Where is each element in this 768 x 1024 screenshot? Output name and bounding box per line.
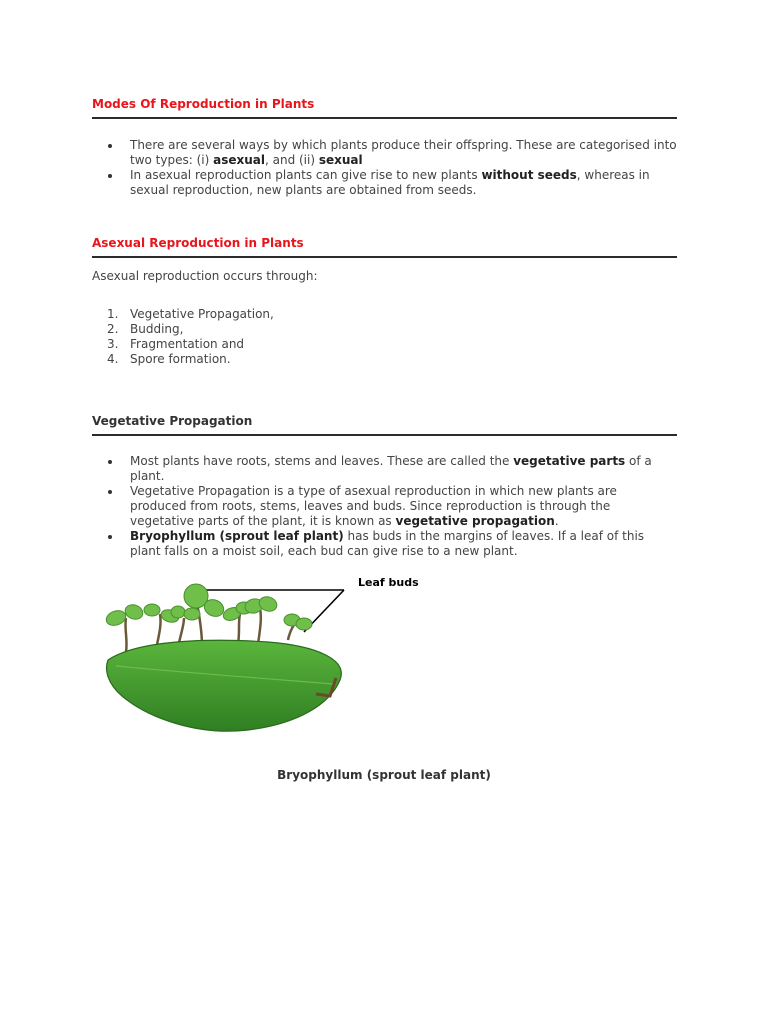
list-item: In asexual reproduction plants can give rise to new plants without seeds, whereas in sexual reproduction, new plants are obtained from seeds. [107,168,677,198]
keyword-asexual: asexual [213,153,265,167]
list-item: 2. Budding, [107,322,184,336]
list-item: 3. Fragmentation and [107,337,245,351]
asexual-intro: Asexual reproduction occurs through: [92,269,318,283]
keyword-vegetative-propagation: vegetative propagation [395,514,555,528]
keyword-without-seeds: without seeds [481,168,577,182]
list-item: There are several ways by which plants produce their offspring. These are categorised into two types: (i) asexual, and (ii) sexual [107,138,677,168]
figure-caption: Bryophyllum (sprout leaf plant) [277,768,491,782]
asexual-methods-list [107,307,507,367]
list-item: Bryophyllum (sprout leaf plant) has buds in the margins of leaves. If a leaf of this plant falls on a moist soil, each bud can give rise to a new plant. [107,529,677,559]
heading-modes-of-reproduction: Modes Of Reproduction in Plants [92,97,677,119]
list-item: Vegetative Propagation is a type of asexual reproduction in which new plants are produced from roots, stems, leaves and buds. Since reproduction is through the vegetative parts of the plant, it is known as vegetative propagation. [107,484,677,529]
list-item: Most plants have roots, stems and leaves. These are called the vegetative parts of a plant. [107,454,677,484]
list-item: 4. Spore formation. [107,352,231,366]
bryophyllum-leaf-illustration [98,568,428,744]
heading-asexual-reproduction: Asexual Reproduction in Plants [92,236,677,258]
bryophyllum-figure [98,568,428,744]
heading-vegetative-propagation: Vegetative Propagation [92,414,677,436]
main-leaf [107,640,342,731]
list-item: 1. Vegetative Propagation, [107,307,274,321]
leaf-buds-label: Leaf buds [358,576,419,589]
keyword-bryophyllum: Bryophyllum (sprout leaf plant) [130,529,344,543]
keyword-sexual: sexual [318,153,363,167]
modes-bullet-list [107,138,677,198]
keyword-vegetative-parts: vegetative parts [513,454,626,468]
vegetative-bullet-list [107,454,677,559]
